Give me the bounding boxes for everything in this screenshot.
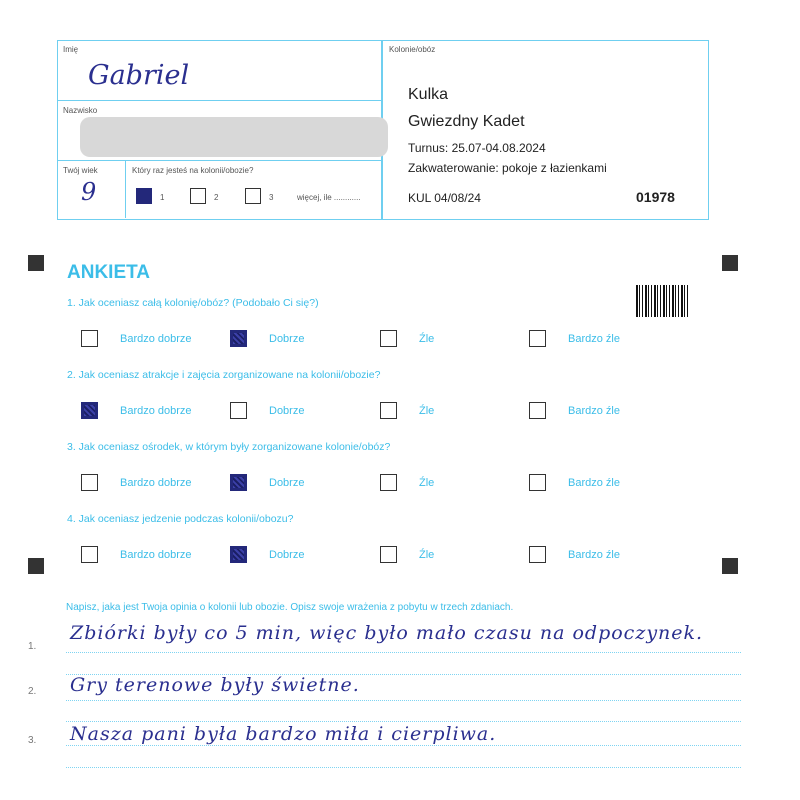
redacted-surname [80,117,388,157]
q3-checkbox-3[interactable] [380,474,397,491]
q4-checkbox-1[interactable] [81,546,98,563]
camp-name: Kulka [408,86,449,103]
q4-option-label-3: Źle [419,549,435,561]
times-checkbox-3[interactable] [245,188,261,204]
q3-option-label-3: Źle [419,477,435,489]
q3-option-label-4: Bardzo źle [568,477,620,489]
camp-code: KUL 04/08/24 [408,191,481,205]
turnus: Turnus: 25.07-04.08.2024 [408,141,546,155]
q2-checkbox-4[interactable] [529,402,546,419]
q2-checkbox-2[interactable] [230,402,247,419]
registration-marker [28,558,44,574]
writing-line [66,700,741,701]
q2-checkbox-3[interactable] [380,402,397,419]
line-number-1: 1. [28,641,37,652]
q4-option-label-4: Bardzo źle [568,549,620,561]
opinion-prompt: Napisz, jaka jest Twoja opinia o kolonii lub obozie. Opisz swoje wrażenia z pobytu w trzech zdaniach. [66,602,514,613]
q3-checkbox-1[interactable] [81,474,98,491]
q1-option-label-1: Bardzo dobrze [120,333,192,345]
age-label: Twój wiek [63,166,98,175]
question-1: 1. Jak oceniasz całą kolonię/obóz? (Podobało Ci się?) [67,297,319,309]
writing-line [66,767,741,768]
q2-option-label-4: Bardzo źle [568,405,620,417]
answer-2: Gry terenowe były świetne. [70,674,360,696]
q4-checkbox-2[interactable] [230,546,247,563]
camp-program: Gwiezdny Kadet [408,113,525,130]
divider [125,160,126,218]
question-3: 3. Jak oceniasz ośrodek, w którym były zorganizowane kolonie/obóz? [67,441,391,453]
times-checkbox-2[interactable] [190,188,206,204]
q4-option-label-1: Bardzo dobrze [120,549,192,561]
question-4: 4. Jak oceniasz jedzenie podczas kolonii/obozu? [67,513,294,525]
registration-marker [722,558,738,574]
q2-option-label-2: Dobrze [269,405,305,417]
q3-checkbox-4[interactable] [529,474,546,491]
q2-option-label-1: Bardzo dobrze [120,405,192,417]
q1-checkbox-4[interactable] [529,330,546,347]
q1-checkbox-2[interactable] [230,330,247,347]
q1-checkbox-3[interactable] [380,330,397,347]
surname-label: Nazwisko [63,106,98,115]
times-option-more: więcej, ile ............ [297,193,361,202]
barcode [636,285,688,317]
registration-marker [28,255,44,271]
registration-marker [722,255,738,271]
q1-option-label-3: Źle [419,333,435,345]
q4-checkbox-4[interactable] [529,546,546,563]
times-option-3: 3 [269,193,274,202]
writing-line [66,721,741,722]
survey-title: ANKIETA [67,262,151,283]
q2-checkbox-1[interactable] [81,402,98,419]
name-value: Gabriel [88,60,190,91]
camp-label: Kolonie/obóz [389,45,436,54]
accommodation: Zakwaterowanie: pokoje z łazienkami [408,161,607,175]
writing-line [66,652,741,653]
q1-option-label-2: Dobrze [269,333,305,345]
times-label: Który raz jesteś na kolonii/obozie? [132,166,254,175]
question-2: 2. Jak oceniasz atrakcje i zajęcia zorganizowane na kolonii/obozie? [67,369,381,381]
times-option-2: 2 [214,193,219,202]
q2-option-label-3: Źle [419,405,435,417]
name-label: Imię [63,45,79,54]
q3-option-label-1: Bardzo dobrze [120,477,192,489]
line-number-3: 3. [28,735,37,746]
q3-option-label-2: Dobrze [269,477,305,489]
age-value: 9 [81,178,97,206]
q1-checkbox-1[interactable] [81,330,98,347]
q4-option-label-2: Dobrze [269,549,305,561]
q3-checkbox-2[interactable] [230,474,247,491]
divider [57,100,382,101]
q1-option-label-4: Bardzo źle [568,333,620,345]
times-option-1: 1 [160,193,165,202]
writing-line [66,745,741,746]
divider [57,160,382,161]
times-checkbox-1[interactable] [136,188,152,204]
form-number: 01978 [636,189,675,205]
q4-checkbox-3[interactable] [380,546,397,563]
line-number-2: 2. [28,686,37,697]
answer-3: Nasza pani była bardzo miła i cierpliwa. [70,723,497,745]
answer-1: Zbiórki były co 5 min, więc było mało czasu na odpoczynek. [70,622,704,644]
